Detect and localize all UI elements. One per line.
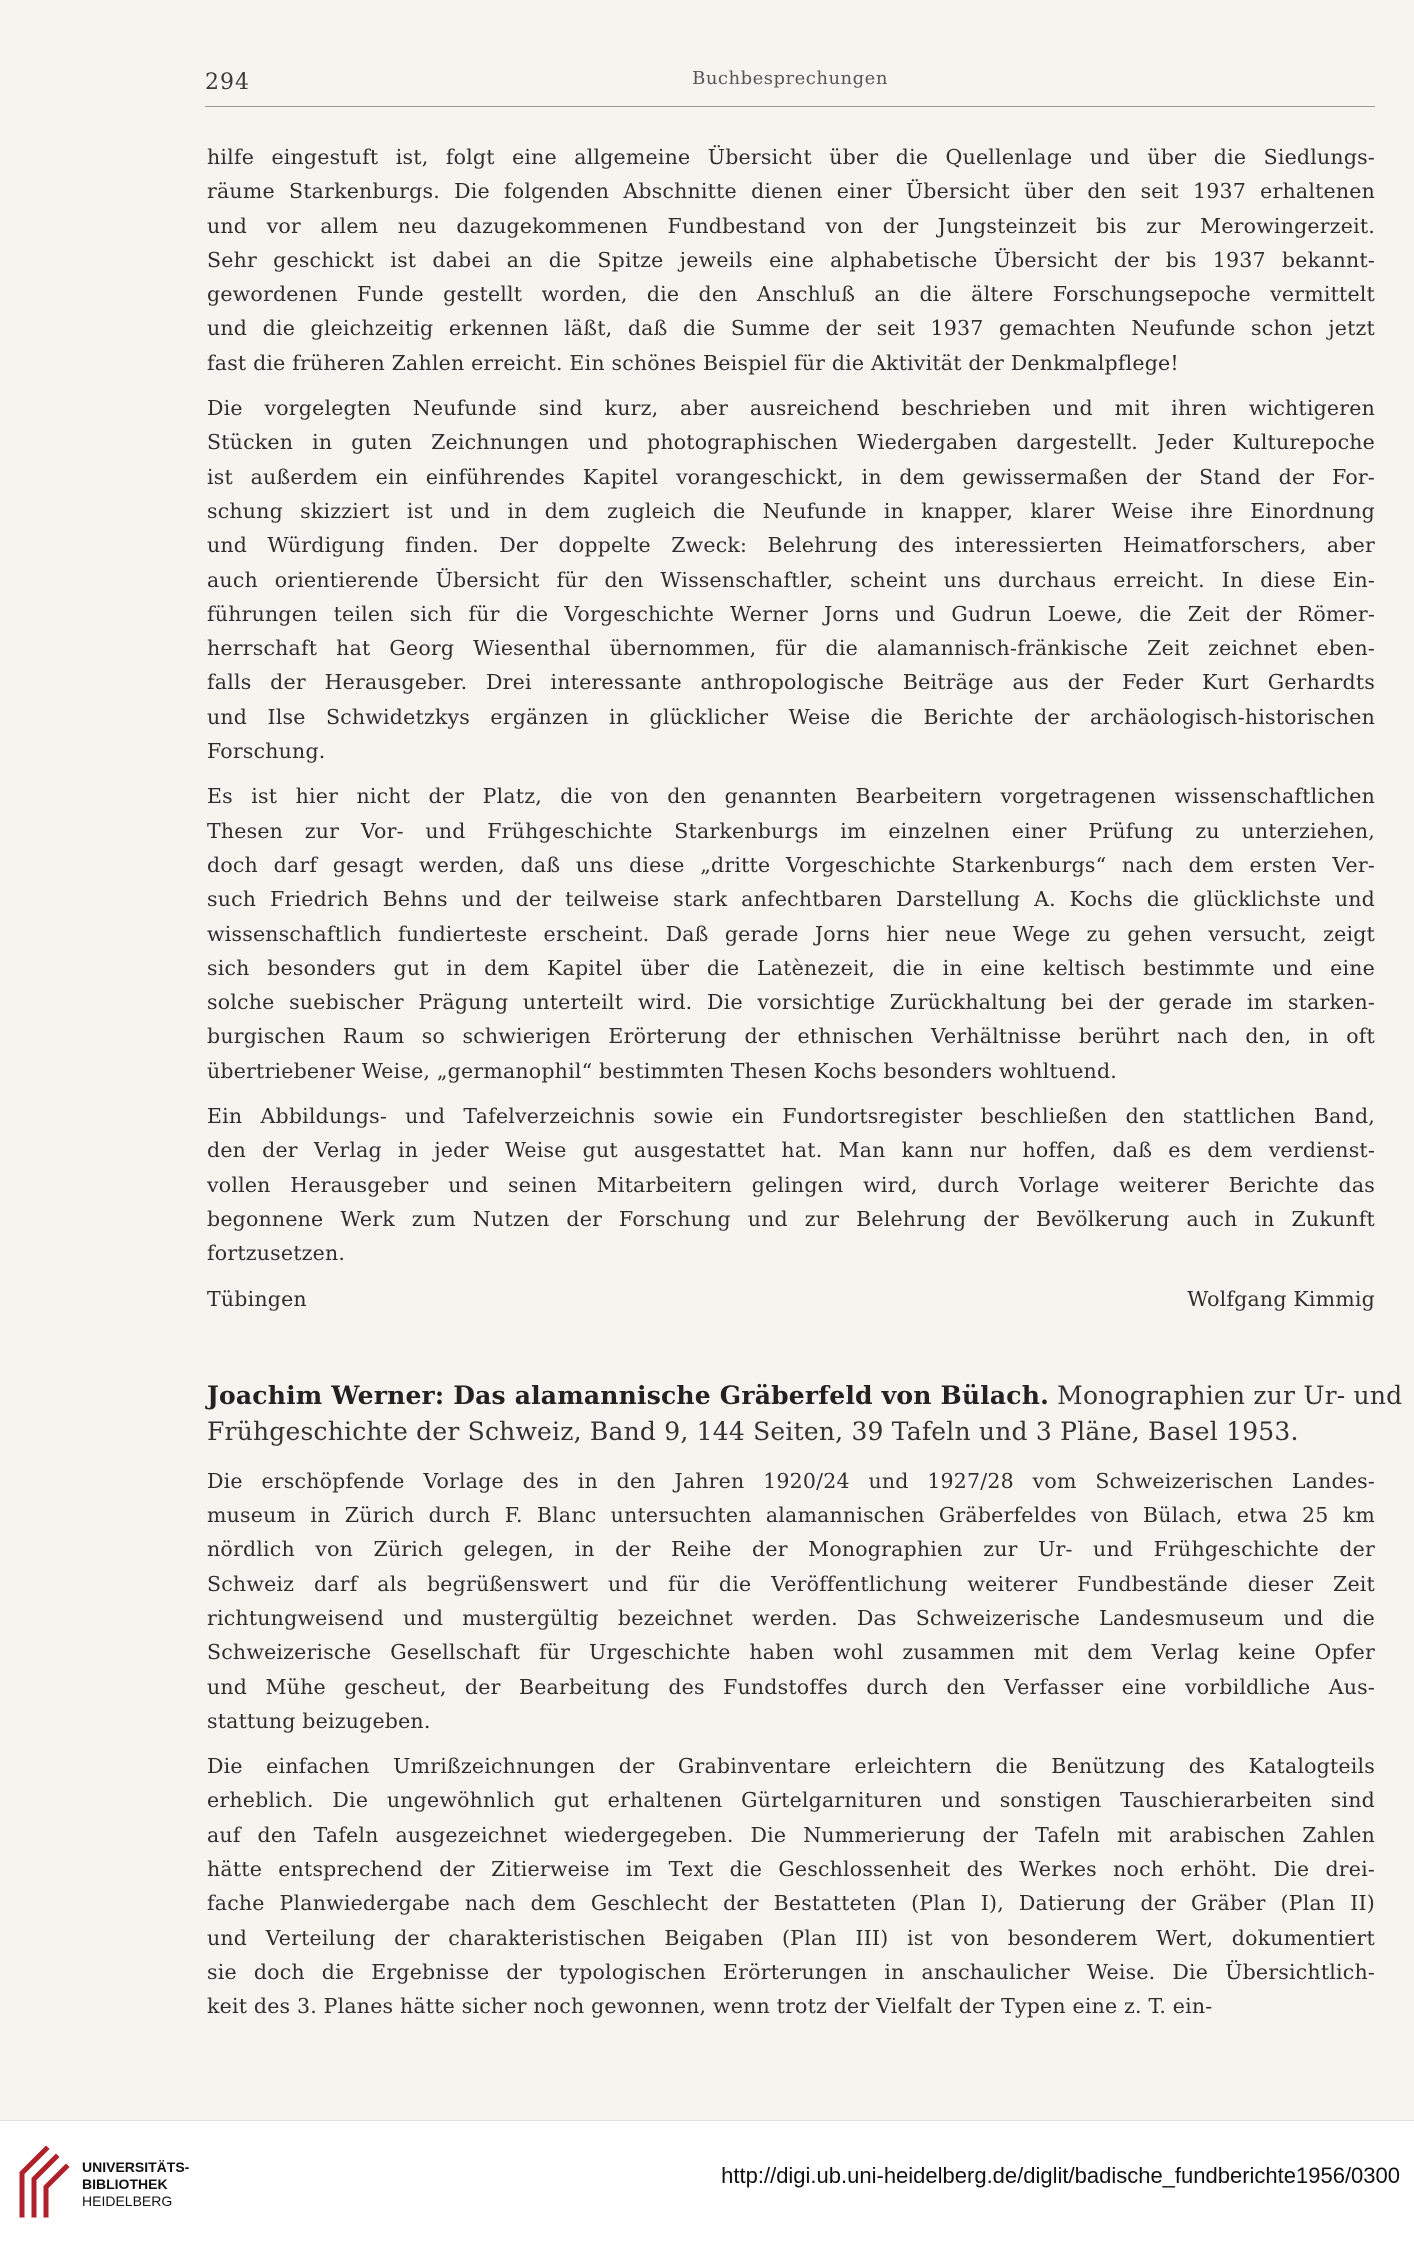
library-name-line1: UNIVERSITÄTS- xyxy=(82,2159,190,2175)
paragraph xyxy=(207,140,1375,380)
text-line: führungen teilen sich für die Vorgeschichte Werner Jorns und Gudrun Loewe, die Zeit der Römer- xyxy=(207,601,1375,626)
library-name-line2: BIBLIOTHEK xyxy=(82,2176,168,2192)
review-title-series: Monographien zur Ur- und xyxy=(1049,1380,1403,1410)
text-line: nördlich von Zürich gelegen, in der Reihe der Monographien zur Ur- und Frühgeschichte der xyxy=(207,1537,1375,1562)
text-line: such Friedrich Behns und der teilweise stark anfechtbaren Darstellung A. Kochs die glücklichste und xyxy=(207,887,1375,912)
text-line: museum in Zürich durch F. Blanc untersuchten alamannischen Gräberfeldes von Bülach, etwa 25 km xyxy=(207,1503,1375,1528)
body-text xyxy=(207,140,1403,2035)
text-line: räume Starkenburgs. Die folgenden Abschnitte dienen einer Übersicht über den seit 1937 erhaltenen xyxy=(207,179,1375,204)
text-line: auch orientierende Übersicht für den Wissenschaftler, scheint uns durchaus erreicht. In diese Ein- xyxy=(207,567,1375,592)
text-line: und Verteilung der charakteristischen Beigaben (Plan III) ist von besonderem Wert, dokumentiert xyxy=(207,1925,1375,1950)
text-line: keit des 3. Planes hätte sicher noch gewonnen, wenn trotz der Vielfalt der Typen eine z. T. ein- xyxy=(207,1994,1213,2019)
text-line: Schweiz darf als begrüßenswert und für die Veröffentlichung weiterer Fundbestände dieser Zeit xyxy=(207,1571,1375,1596)
text-line: hätte entsprechend der Zitierweise im Text die Geschlossenheit des Werkes noch erhöht. Die drei- xyxy=(207,1857,1375,1882)
paragraph xyxy=(207,1099,1375,1270)
text-line: solche suebischer Prägung unterteilt wird. Die vorsichtige Zurückhaltung bei der gerade im starken- xyxy=(207,990,1375,1015)
text-line: Sehr geschickt ist dabei an die Spitze jeweils eine alphabetische Übersicht der bis 1937 bekannt- xyxy=(207,247,1375,272)
text-line: und die gleichzeitig erkennen läßt, daß die Summe der seit 1937 gemachten Neufunde schon jetzt xyxy=(207,316,1375,341)
text-line: wissenschaftlich fundierteste erscheint. Daß gerade Jorns hier neue Wege zu gehen versucht, zeigt xyxy=(207,921,1375,946)
text-line: sie doch die Ergebnisse der typologischen Erörterungen in anschaulicher Weise. Die Übersichtlich- xyxy=(207,1959,1375,1984)
text-line: gewordenen Funde gestellt worden, die den Anschluß an die ältere Forschungsepoche vermittelt xyxy=(207,282,1375,307)
text-line: Die erschöpfende Vorlage des in den Jahren 1920/24 und 1927/28 vom Schweizerischen Landes- xyxy=(207,1468,1375,1493)
header-rule xyxy=(205,106,1375,107)
ub-heidelberg-logo-icon xyxy=(16,2143,72,2221)
page-number: 294 xyxy=(205,70,250,95)
library-name xyxy=(82,2159,189,2210)
text-line: doch darf gesagt werden, daß uns diese „dritte Vorgeschichte Starkenburgs“ nach dem ersten Ver- xyxy=(207,852,1375,877)
text-line: begonnene Werk zum Nutzen der Forschung und zur Belehrung der Bevölkerung auch in Zukunft xyxy=(207,1206,1375,1231)
review-title-bold: Joachim Werner: Das alamannische Gräberfeld von Bülach. xyxy=(207,1380,1049,1410)
text-line: und Ilse Schwidetzkys ergänzen in glücklicher Weise die Berichte der archäologisch-historischen xyxy=(207,704,1375,729)
text-line: burgischen Raum so schwierigen Erörterung der ethnischen Verhältnisse berührt nach den, in oft xyxy=(207,1024,1375,1049)
footer xyxy=(0,2120,1414,2243)
text-line: und vor allem neu dazugekommenen Fundbestand von der Jungsteinzeit bis zur Merowingerzeit. xyxy=(207,213,1375,238)
text-line: vollen Herausgeber und seinen Mitarbeitern gelingen wird, durch Vorlage weiterer Berichte das xyxy=(207,1172,1375,1197)
text-line: Die vorgelegten Neufunde sind kurz, aber ausreichend beschrieben und mit ihren wichtigeren xyxy=(207,396,1375,421)
text-line: erheblich. Die ungewöhnlich gut erhaltenen Gürtelgarnituren und sonstigen Tauschierarbeiten sind xyxy=(207,1788,1375,1813)
text-line: ist außerdem ein einführendes Kapitel vorangeschickt, in dem gewissermaßen der Stand der For- xyxy=(207,464,1375,489)
text-line: den der Verlag in jeder Weise gut ausgestattet hat. Man kann nur hoffen, daß es dem verdienst- xyxy=(207,1138,1375,1163)
text-line: richtungweisend und mustergültig bezeichnet werden. Das Schweizerische Landesmuseum und die xyxy=(207,1605,1375,1630)
text-line: schung skizziert ist und in dem zugleich die Neufunde in knapper, klarer Weise ihre Einordnung xyxy=(207,498,1375,523)
review-title xyxy=(207,1378,1403,1450)
review-kimmig xyxy=(207,140,1375,1271)
text-line: sich besonders gut in dem Kapitel über die Latènezeit, die in eine keltisch bestimmte und eine xyxy=(207,955,1375,980)
review-werner xyxy=(207,1464,1375,2024)
signature-place: Tübingen xyxy=(207,1286,307,1311)
review-title-details: Frühgeschichte der Schweiz, Band 9, 144 Seiten, 39 Tafeln und 3 Pläne, Basel 1953. xyxy=(207,1416,1299,1446)
text-line: Schweizerische Gesellschaft für Urgeschichte haben wohl zusammen mit dem Verlag keine Opfer xyxy=(207,1640,1375,1665)
library-name-line3: HEIDELBERG xyxy=(82,2193,173,2209)
text-line: Es ist hier nicht der Platz, die von den genannten Bearbeitern vorgetragenen wissenschaftlichen xyxy=(207,784,1375,809)
page-header xyxy=(205,62,1375,102)
text-line: stattung beizugeben. xyxy=(207,1708,431,1733)
paragraph xyxy=(207,779,1375,1088)
text-line: fortzusetzen. xyxy=(207,1241,346,1266)
text-line: Forschung. xyxy=(207,739,326,764)
text-line: herrschaft hat Georg Wiesenthal übernommen, für die alamannisch-fränkische Zeit zeichnet eben- xyxy=(207,636,1375,661)
text-line: Thesen zur Vor- und Frühgeschichte Starkenburgs im einzelnen einer Prüfung zu unterziehen, xyxy=(207,818,1375,843)
signature-author: Wolfgang Kimmig xyxy=(1187,1286,1375,1311)
text-line: falls der Herausgeber. Drei interessante anthropologische Beiträge aus der Feder Kurt Gerhardts xyxy=(207,670,1375,695)
text-line: auf den Tafeln ausgezeichnet wiedergegeben. Die Nummerierung der Tafeln mit arabischen Zahlen xyxy=(207,1822,1375,1847)
signature-row xyxy=(207,1282,1375,1316)
text-line: hilfe eingestuft ist, folgt eine allgemeine Übersicht über die Quellenlage und über die Siedlungs- xyxy=(207,145,1375,169)
paragraph xyxy=(207,1464,1375,1738)
text-line: übertriebener Weise, „germanophil“ bestimmten Thesen Kochs besonders wohltuend. xyxy=(207,1058,1117,1083)
text-line: fast die früheren Zahlen erreicht. Ein schönes Beispiel für die Aktivität der Denkmalpflege! xyxy=(207,350,1179,375)
text-line: und Würdigung finden. Der doppelte Zweck: Belehrung des interessierten Heimatforschers, aber xyxy=(207,533,1375,558)
paragraph xyxy=(207,391,1375,768)
source-url[interactable]: http://digi.ub.uni-heidelberg.de/diglit/badische_fundberichte1956/0300 xyxy=(721,2163,1400,2188)
text-line: Die einfachen Umrißzeichnungen der Grabinventare erleichtern die Benützung des Katalogteils xyxy=(207,1754,1375,1779)
text-line: Ein Abbildungs- und Tafelverzeichnis sowie ein Fundortsregister beschließen den stattlichen Band, xyxy=(207,1104,1375,1129)
text-line: fache Planwiedergabe nach dem Geschlecht der Bestatteten (Plan I), Datierung der Gräber (Plan II) xyxy=(207,1891,1375,1916)
text-line: Stücken in guten Zeichnungen und photographischen Wiedergaben dargestellt. Jeder Kulturepoche xyxy=(207,430,1375,455)
text-line: und Mühe gescheut, der Bearbeitung des Fundstoffes durch den Verfasser eine vorbildliche Aus- xyxy=(207,1674,1375,1699)
paragraph xyxy=(207,1749,1375,2023)
running-head: Buchbesprechungen xyxy=(692,68,888,89)
